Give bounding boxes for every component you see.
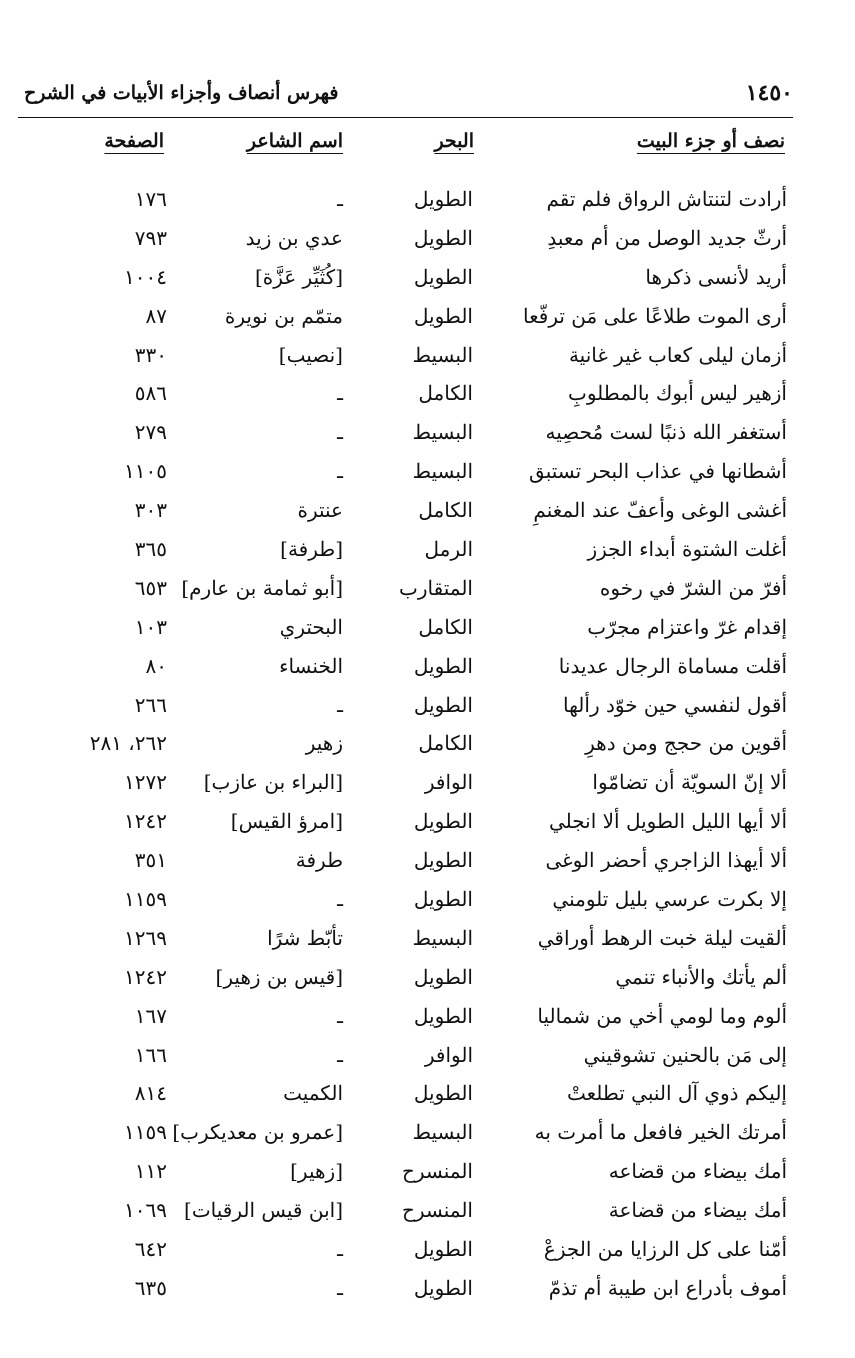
- poet-cell: تأبّط شرًا: [267, 925, 343, 950]
- poet-cell: [طرفة]: [280, 537, 343, 562]
- index-row: [0, 1269, 855, 1308]
- hemistich-cell: أرى الموت طلاعًا على مَن ترفّعا: [523, 303, 787, 328]
- meter-cell: الوافر: [424, 770, 473, 795]
- poet-cell: [قيس بن زهير]: [215, 964, 343, 989]
- hemistich-cell: أزهير ليس أبوك بالمطلوبِ: [568, 381, 787, 406]
- poet-cell: ـ: [337, 1003, 343, 1028]
- index-row: [0, 802, 855, 841]
- poet-cell: متمّم بن نويرة: [224, 303, 343, 328]
- poet-cell: عنترة: [297, 498, 343, 523]
- hemistich-cell: ألوم وما لومي أخي من شماليا: [537, 1003, 787, 1028]
- index-row: [0, 374, 855, 413]
- column-headers: [0, 130, 855, 162]
- page-cell: ٨١٤: [134, 1081, 167, 1106]
- index-rows: [0, 180, 855, 1308]
- meter-cell: الطويل: [413, 848, 473, 873]
- poet-cell: [زهير]: [290, 1159, 343, 1184]
- poet-cell: عدي بن زيد: [245, 225, 343, 250]
- column-header-poet: اسم الشاعر: [246, 130, 343, 152]
- poet-cell: ـ: [337, 187, 343, 211]
- meter-cell: الطويل: [413, 964, 473, 989]
- page-cell: ٨٠: [145, 653, 167, 678]
- meter-cell: المنسرح: [401, 1159, 473, 1184]
- hemistich-cell: أقلت مساماة الرجال عديدنا: [558, 653, 787, 678]
- page-cell: ٧٩٣: [134, 225, 167, 250]
- index-row: [0, 880, 855, 919]
- page-cell: ١١٥٩: [124, 887, 167, 912]
- page-number: ١٤٥٠: [745, 80, 793, 106]
- meter-cell: الكامل: [418, 498, 473, 523]
- poet-cell: [ابن قيس الرقيات]: [184, 1198, 343, 1223]
- meter-cell: الطويل: [413, 187, 473, 211]
- meter-cell: الوافر: [424, 1042, 473, 1067]
- index-row: [0, 958, 855, 997]
- meter-cell: الطويل: [413, 1237, 473, 1262]
- hemistich-cell: أرثّ جديد الوصل من أم معبدِ: [547, 225, 787, 250]
- meter-cell: الرمل: [424, 537, 473, 562]
- meter-cell: الطويل: [413, 809, 473, 834]
- meter-cell: الكامل: [418, 731, 473, 756]
- hemistich-cell: أفرّ من الشرّ في رخوه: [599, 575, 787, 600]
- page-cell: ٦٤٢: [134, 1237, 167, 1262]
- index-row: [0, 919, 855, 958]
- index-row: [0, 180, 855, 219]
- page-cell: ٣٣٠: [134, 342, 167, 367]
- poet-cell: زهير: [305, 731, 343, 756]
- page-cell: ٣٠٣: [134, 498, 167, 523]
- hemistich-cell: أمك بيضاء من قضاعه: [608, 1159, 787, 1184]
- page-cell: ١١٢: [134, 1159, 167, 1184]
- hemistich-cell: ألا إنّ السويّة أن تضامّوا: [592, 770, 787, 795]
- index-row: [0, 569, 855, 608]
- hemistich-cell: أرادت لتنتاش الرواق فلم تقم: [546, 187, 787, 211]
- page-cell: ١٠٣: [134, 614, 167, 639]
- page-cell: ١٢٤٢: [124, 964, 167, 989]
- index-row: [0, 258, 855, 297]
- poet-cell: ـ: [337, 1275, 343, 1300]
- meter-cell: الطويل: [413, 653, 473, 678]
- index-row: [0, 724, 855, 763]
- page-cell: ١٠٠٤: [124, 264, 167, 289]
- index-row: [0, 297, 855, 336]
- meter-cell: الطويل: [413, 303, 473, 328]
- hemistich-cell: ألا أيها الليل الطويل ألا انجلي: [548, 809, 787, 834]
- hemistich-cell: إقدام غرّ واعتزام مجرّب: [587, 614, 787, 639]
- hemistich-cell: أغلت الشتوة أبداء الجزز: [587, 537, 787, 562]
- header-rule: [18, 117, 793, 118]
- index-row: [0, 413, 855, 452]
- hemistich-cell: أقوين من حجج ومن دهرِ: [585, 731, 787, 756]
- meter-cell: الطويل: [413, 225, 473, 250]
- index-row: [0, 336, 855, 375]
- hemistich-cell: أشطانها في عذاب البحر تستبق: [529, 459, 787, 484]
- hemistich-cell: أريد لأنسى ذكرها: [645, 264, 787, 289]
- page-cell: ٦٣٥: [134, 1275, 167, 1300]
- poet-cell: [امرؤ القيس]: [230, 809, 343, 834]
- index-row: [0, 1152, 855, 1191]
- page-cell: ١٧٦: [134, 187, 167, 211]
- meter-cell: الطويل: [413, 1081, 473, 1106]
- running-head: [18, 80, 793, 114]
- page-cell: ١٢٧٢: [124, 770, 167, 795]
- index-row: [0, 1230, 855, 1269]
- hemistich-cell: أقول لنفسي حين خوّد رألها: [562, 692, 787, 717]
- index-row: [0, 1191, 855, 1230]
- hemistich-cell: ألم يأتك والأنباء تنمي: [615, 964, 787, 989]
- poet-cell: [نصيب]: [278, 342, 343, 367]
- page-cell: ٦٥٣: [134, 575, 167, 600]
- index-row: [0, 1113, 855, 1152]
- index-row: [0, 1074, 855, 1113]
- meter-cell: الطويل: [413, 887, 473, 912]
- meter-cell: الطويل: [413, 1275, 473, 1300]
- column-header-meter: البحر: [434, 130, 474, 152]
- hemistich-cell: أغشى الوغى وأعفّ عند المغنمِ: [533, 498, 787, 523]
- page-cell: ١١٠٥: [124, 459, 167, 484]
- index-row: [0, 491, 855, 530]
- page-cell: ١٢٦٩: [124, 925, 167, 950]
- page-cell: ١٦٧: [134, 1003, 167, 1028]
- poet-cell: [البراء بن عازب]: [203, 770, 343, 795]
- poet-cell: ـ: [337, 692, 343, 717]
- poet-cell: [أبو ثمامة بن عارم]: [181, 575, 343, 600]
- page-cell: ٣٦٥: [134, 537, 167, 562]
- index-row: [0, 763, 855, 802]
- meter-cell: البسيط: [412, 342, 473, 367]
- page-cell: ٥٨٦: [134, 381, 167, 406]
- page-title: فهرس أنصاف وأجزاء الأبيات في الشرح: [24, 82, 339, 104]
- index-row: [0, 997, 855, 1036]
- hemistich-cell: ألقيت ليلة خبت الرهط أوراقي: [537, 925, 787, 950]
- meter-cell: البسيط: [412, 925, 473, 950]
- index-row: [0, 841, 855, 880]
- hemistich-cell: أموف بأدراع ابن طيبة أم تذمّ: [548, 1275, 787, 1300]
- page-cell: ١١٥٩: [124, 1120, 167, 1145]
- meter-cell: الكامل: [418, 381, 473, 406]
- index-row: [0, 530, 855, 569]
- index-row: [0, 686, 855, 725]
- meter-cell: المتقارب: [399, 575, 473, 600]
- meter-cell: الطويل: [413, 692, 473, 717]
- index-row: [0, 608, 855, 647]
- index-row: [0, 219, 855, 258]
- page-cell: ٢٦٢، ٢٨١: [89, 731, 167, 756]
- hemistich-cell: إلا بكرت عرسي بليل تلومني: [552, 887, 787, 912]
- hemistich-cell: أمّنا على كل الرزايا من الجزعْ: [543, 1237, 787, 1262]
- poet-cell: [كُثَيِّر عَزَّة]: [254, 264, 343, 289]
- hemistich-cell: إلى مَن بالحنين تشوقيني: [583, 1042, 787, 1067]
- poet-cell: البحتري: [279, 614, 343, 639]
- hemistich-cell: أمك بيضاء من قضاعة: [608, 1198, 787, 1223]
- index-row: [0, 647, 855, 686]
- poet-cell: الخنساء: [279, 653, 343, 678]
- meter-cell: البسيط: [412, 1120, 473, 1145]
- index-row: [0, 452, 855, 491]
- page-cell: ١٢٤٢: [124, 809, 167, 834]
- page-cell: ٣٥١: [134, 848, 167, 873]
- hemistich-cell: أزمان ليلى كعاب غير غانية: [568, 342, 787, 367]
- hemistich-cell: أستغفر الله ذنبًا لست مُحصِيه: [545, 420, 787, 445]
- poet-cell: طرفة: [295, 848, 343, 873]
- meter-cell: الطويل: [413, 1003, 473, 1028]
- poet-cell: ـ: [337, 459, 343, 484]
- poet-cell: ـ: [337, 1237, 343, 1262]
- hemistich-cell: أمرتك الخير فافعل ما أمرت به: [534, 1120, 787, 1145]
- poet-cell: [عمرو بن معديكرب]: [172, 1120, 343, 1145]
- page-cell: ٨٧: [145, 303, 167, 328]
- page-cell: ١٠٦٩: [124, 1198, 167, 1223]
- page-cell: ١٦٦: [134, 1042, 167, 1067]
- page-cell: ٢٦٦: [134, 692, 167, 717]
- poet-cell: ـ: [337, 381, 343, 406]
- meter-cell: الطويل: [413, 264, 473, 289]
- column-header-page: الصفحة: [104, 130, 164, 152]
- page-cell: ٢٧٩: [134, 420, 167, 445]
- meter-cell: البسيط: [412, 459, 473, 484]
- hemistich-cell: ألا أيهذا الزاجري أحضر الوغى: [545, 848, 787, 873]
- meter-cell: البسيط: [412, 420, 473, 445]
- meter-cell: المنسرح: [401, 1198, 473, 1223]
- index-row: [0, 1036, 855, 1075]
- column-header-hemistich: نصف أو جزء البيت: [636, 130, 785, 152]
- poet-cell: ـ: [337, 1042, 343, 1067]
- poet-cell: ـ: [337, 887, 343, 912]
- meter-cell: الكامل: [418, 614, 473, 639]
- poet-cell: ـ: [337, 420, 343, 445]
- poet-cell: الكميت: [283, 1081, 343, 1106]
- hemistich-cell: إليكم ذوي آل النبي تطلعتْ: [566, 1081, 787, 1106]
